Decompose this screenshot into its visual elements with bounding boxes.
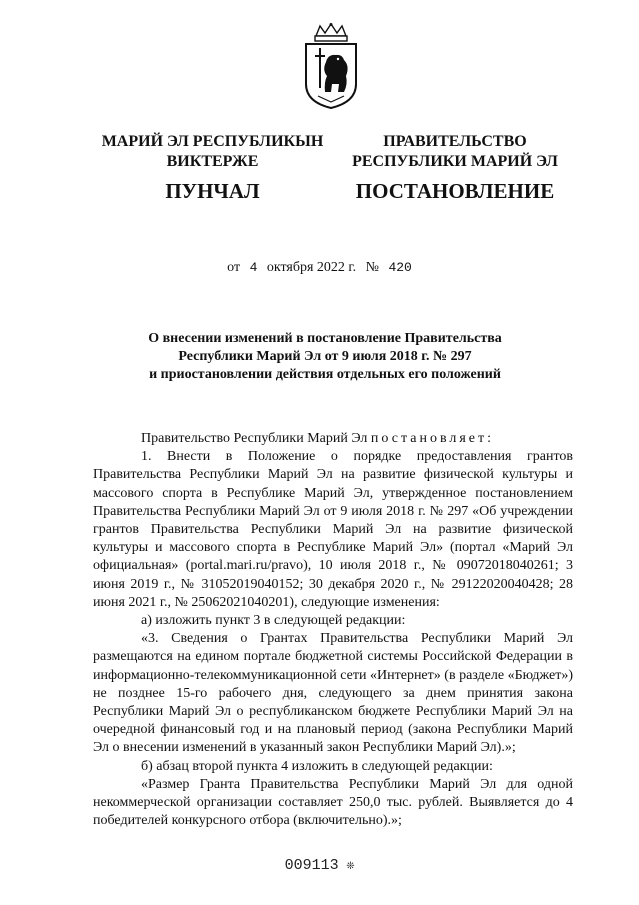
document-date-line	[0, 260, 639, 276]
title-line2: Республики Марий Эл от 9 июля 2018 г. № 297	[178, 349, 472, 364]
intro-text: Правительство Республики Марий Эл	[141, 431, 368, 446]
paragraph-2: а) изложить пункт 3 в следующей редакции:	[141, 613, 406, 629]
serial-number: 009113	[284, 857, 339, 874]
crown-icon	[315, 23, 347, 41]
paragraph-1: 1. Внести в Положение о порядке предоставления грантов Правительства Республики Марий Эл на развитие физической культуры и массового спорта в Республике Марий Эл, утвержденное постановлением Правительства Республики Марий Эл от 9 июля 2018 г. № 297 «Об учреждении грантов Правительства Республики Марий Эл на развитие физической культуры и массового спорта в Республике Марий Эл» (портал «Марий Эл официальная» (portal.mari.ru/pravo), 10 июля 2018 г., № 09072018040261; 3 июня 2019 г., № 31052019040152; 30 декабря 2020 г., № 29122020040428; 28 июня 2021 г., № 25062021040201), следующие изменения:	[93, 449, 573, 610]
header-mari-doc-type: ПУНЧАЛ	[165, 179, 260, 203]
header-mari-line2: ВИКТЕРЖЕ	[166, 153, 259, 170]
date-month-year: октября 2022 г.	[266, 260, 357, 275]
document-number: 420	[388, 260, 412, 275]
title-line3: и приостановлении действия отдельных его положений	[149, 367, 501, 382]
header-russian-doc-type: ПОСТАНОВЛЕНИЕ	[355, 179, 555, 203]
header-russian-line1: ПРАВИТЕЛЬСТВО	[383, 133, 527, 150]
intro-action: постановляет:	[370, 431, 495, 446]
date-day: 4	[249, 260, 258, 275]
intro-paragraph	[93, 430, 573, 448]
serial-mark-icon: ❊	[346, 858, 355, 873]
coat-of-arms-emblem	[298, 22, 364, 110]
document-body	[93, 430, 573, 830]
header-russian-line2: РЕСПУБЛИКИ МАРИЙ ЭЛ	[352, 153, 558, 170]
document-title	[80, 330, 570, 384]
form-serial-number	[0, 857, 639, 874]
header-mari	[90, 132, 335, 204]
date-prefix: от	[227, 260, 241, 275]
header-russian	[340, 132, 570, 204]
title-line1: О внесении изменений в постановление Правительства	[148, 331, 502, 346]
paragraph-3: «3. Сведения о Грантах Правительства Республики Марий Эл размещаются на едином портале бюджетной системы Российской Федерации в информационно-телекоммуникационной сети «Интернет» (в разделе «Бюджет») не позднее 15-го рабочего дня, следующего за днем принятия закона Республики Марий Эл о республиканском бюджете Республики Марий Эл на очередной финансовый год и на плановый период (закона Республики Марий Эл о внесении изменений в указанный закон Республики Марий Эл).»;	[93, 631, 573, 756]
number-sign: №	[365, 260, 379, 275]
header-mari-line1: МАРИЙ ЭЛ РЕСПУБЛИКЫН	[101, 133, 324, 150]
paragraph-5: «Размер Гранта Правительства Республики Марий Эл для одной некоммерческой организации составляет 250,0 тыс. рублей. Выявляется до 4 победителей конкурсного отбора (включительно).»;	[93, 776, 573, 829]
paragraph-4: б) абзац второй пункта 4 изложить в следующей редакции:	[141, 758, 493, 774]
